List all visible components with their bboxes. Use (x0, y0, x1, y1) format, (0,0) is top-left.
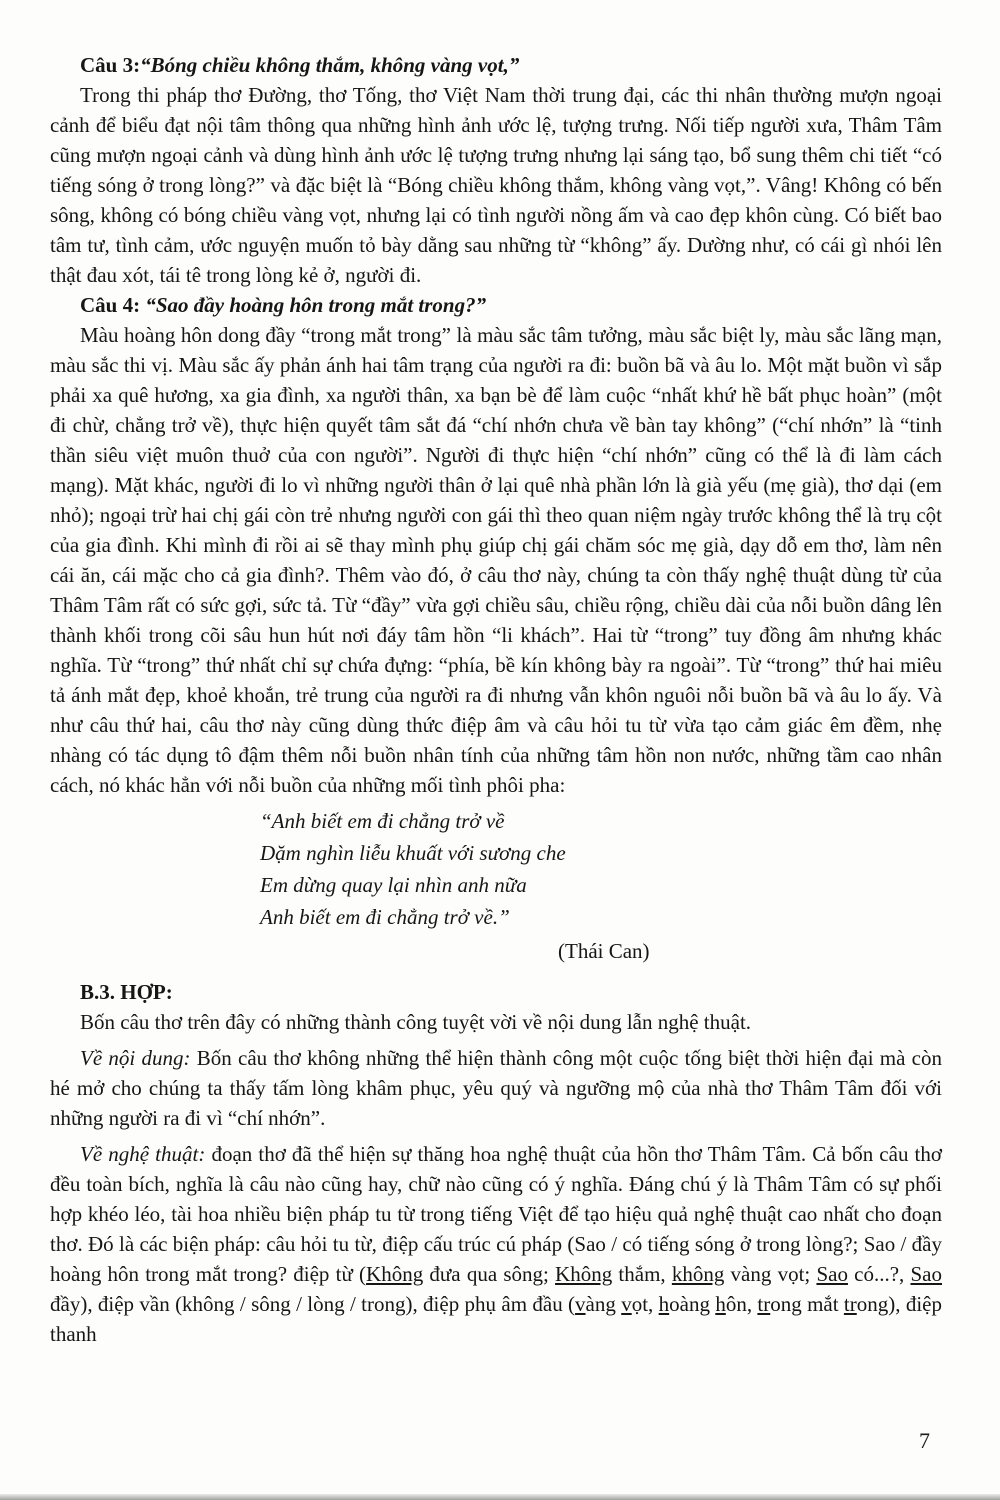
nghe-thuat-paragraph (50, 1139, 942, 1349)
text-segment: oàng (669, 1292, 716, 1316)
text-segment: v (575, 1292, 586, 1316)
text-segment: ong), điệp thanh (50, 1292, 942, 1346)
poem-attribution: (Thái Can) (558, 939, 650, 963)
text-segment: Sao (816, 1262, 848, 1286)
text-segment: ọt, (631, 1292, 659, 1316)
text-segment: thắm, (612, 1262, 672, 1286)
cau4-paragraph: Màu hoàng hôn dong đầy “trong mắt trong” là màu sắc tâm tưởng, màu sắc biệt ly, màu sắc lãng mạn, màu sắc thi vị. Màu sắc ấy phản ánh hai tâm trạng của người ra đi: buồn bã và âu lo. Một mặt buồn vì sắp phải xa quê hương, xa gia đình, xa người thân, xa bạn bè để làm cuộc “nhất khứ hề bất phục hoàn” (một đi chừ, chẳng trở về), thực hiện quyết tâm sắt đá “chí nhớn chưa về bàn tay không” (“chí nhớn” là “tinh thần siêu việt muôn thuở của con người”. Người đi thực hiện “chí nhớn” cũng có thể là đi làm cách mạng). Mặt khác, người đi lo vì những người thân ở lại quê nhà phần lớn là già yếu (mẹ già), thơ dại (em nhỏ); ngoại trừ hai chị gái còn trẻ nhưng người con gái thì theo quan niệm ngày trước không thể là trụ cột của gia đình. Khi mình đi rồi ai sẽ thay mình phụ giúp chị gái chăm sóc mẹ già, dạy dỗ em thơ, làm nên cái ăn, cái mặc cho cả gia đình?. Thêm vào đó, ở câu thơ này, chúng ta còn thấy nghệ thuật dùng từ của Thâm Tâm rất có sức gợi, sức tả. Từ “đầy” vừa gợi chiều sâu, chiều rộng, chiều dài của nỗi buồn dâng lên thành khối trong cõi sâu hun hút nơi đáy tâm hồn “li khách”. Hai từ “trong” tuy đồng âm nhưng khác nghĩa. Từ “trong” thứ nhất chỉ sự chứa đựng: “phía, bề kín không bày ra ngoài”. Từ “trong” thứ hai miêu tả ánh mắt đẹp, khoẻ khoắn, trẻ trung của người ra đi nhưng vẫn khôn nguôi nỗi buồn bã và âu lo ấy. Và như câu thứ hai, câu thơ này cũng dùng thức điệp âm và câu hỏi tu từ vừa tạo cảm giác êm đềm, nhẹ nhàng có tác dụng tô đậm thêm nỗi buồn nhân tính của những tâm hồn non nước, những tầm cao nhân cách, nó khác hẳn với nỗi buồn của những mối tình phôi pha: (50, 323, 942, 797)
poem-line: Em dừng quay lại nhìn anh nữa (260, 873, 527, 897)
text-segment: có...?, (847, 1262, 911, 1286)
text-segment: đầy), điệp vần (không / sông / lòng / trong), điệp phụ âm đầu ( (50, 1292, 576, 1316)
text-segment: v (621, 1292, 632, 1316)
page-number: 7 (919, 1428, 930, 1453)
text-segment: h (715, 1292, 726, 1316)
text-segment: đưa qua sông; (423, 1262, 556, 1286)
text-segment: Về nghệ thuật: (80, 1142, 212, 1166)
text-segment: Bốn câu thơ không những thể hiện thành công một cuộc tống biệt thời hiện đại mà còn hé mở cho chúng ta thấy tấm lòng khâm phục, yêu quý và ngưỡng mộ của nhà thơ Thâm Tâm đối với những người ra đi vì “chí nhớn”. (50, 1046, 943, 1130)
text-segment: Câu 4: (80, 293, 146, 317)
text-segment: “Sao đầy hoàng hôn trong mắt trong?” (145, 293, 487, 317)
text-segment: “Bóng chiều không thắm, không vàng vọt,” (140, 53, 520, 77)
text-segment: ong mắt (770, 1292, 844, 1316)
text-segment: tr (757, 1292, 771, 1316)
hop-intro-paragraph: Bốn câu thơ trên đây có những thành công tuyệt vời về nội dung lẫn nghệ thuật. (80, 1010, 752, 1034)
text-segment: Câu 3: (80, 53, 141, 77)
noi-dung-paragraph (50, 1043, 942, 1133)
hop-heading: B.3. HỢP: (80, 980, 173, 1004)
poem-line: “Anh biết em đi chẳng trở về (260, 809, 505, 833)
text-segment: không (671, 1262, 725, 1286)
text-segment: đoạn thơ đã thể hiện sự thăng hoa nghệ thuật của hồn thơ Thâm Tâm. Cả bốn câu thơ đều toàn bích, nghĩa là câu nào cũng hay, chữ nào cũng có ý nghĩa. Đáng chú ý là Thâm Tâm có sự phối hợp khéo léo, tài hoa nhiều biện pháp tu từ trong tiếng Việt để tạo hiệu quả nghệ thuật cao nhất cho đoạn thơ. Đó là các biện pháp: câu hỏi tu từ, điệp cấu trúc cú pháp (Sao / có tiếng sóng ở trong lòng?; Sao / đầy hoàng hôn trong mắt trong? điệp từ ( (50, 1142, 942, 1286)
text-segment: Không (555, 1262, 613, 1286)
text-segment: Sao (910, 1262, 942, 1286)
text-segment: vàng vọt; (724, 1262, 817, 1286)
cau3-paragraph: Trong thi pháp thơ Đường, thơ Tống, thơ Việt Nam thời trung đại, các thi nhân thường mượn ngoại cảnh để biểu đạt nội tâm thông qua những hình ảnh ước lệ, tượng trưng. Nối tiếp người xưa, Thâm Tâm cũng mượn ngoại cảnh và dùng hình ảnh ước lệ tượng trưng nhưng lại sáng tạo, bổ sung thêm chi tiết “có tiếng sóng ở trong lòng?” và đặc biệt là “Bóng chiều không thắm, không vàng vọt,”. Vâng! Không có bến sông, không có bóng chiều vàng vọt, nhưng lại có tình người nồng ấm và cao đẹp khôn cùng. Có biết bao tâm tư, tình cảm, ước nguyện muốn tỏ bày dằng sau những từ “không” ấy. Dường như, có cái gì nhói lên thật đau xót, tái tê trong lòng kẻ ở, người đi. (50, 83, 942, 287)
poem-block (260, 805, 942, 933)
document-page (50, 50, 942, 1349)
cau3-heading (50, 50, 942, 80)
scan-bottom-edge (0, 1494, 1000, 1500)
poem-line: Anh biết em đi chẳng trở về.” (260, 905, 510, 929)
text-segment: àng (585, 1292, 622, 1316)
poem-line: Dặm nghìn liễu khuất với sương che (260, 841, 566, 865)
text-segment: tr (843, 1292, 857, 1316)
text-segment: h (658, 1292, 670, 1316)
text-segment: Về nội dung: (80, 1046, 197, 1070)
text-segment: Không (366, 1262, 424, 1286)
text-segment: ôn, (725, 1292, 758, 1316)
cau4-heading (50, 290, 942, 320)
